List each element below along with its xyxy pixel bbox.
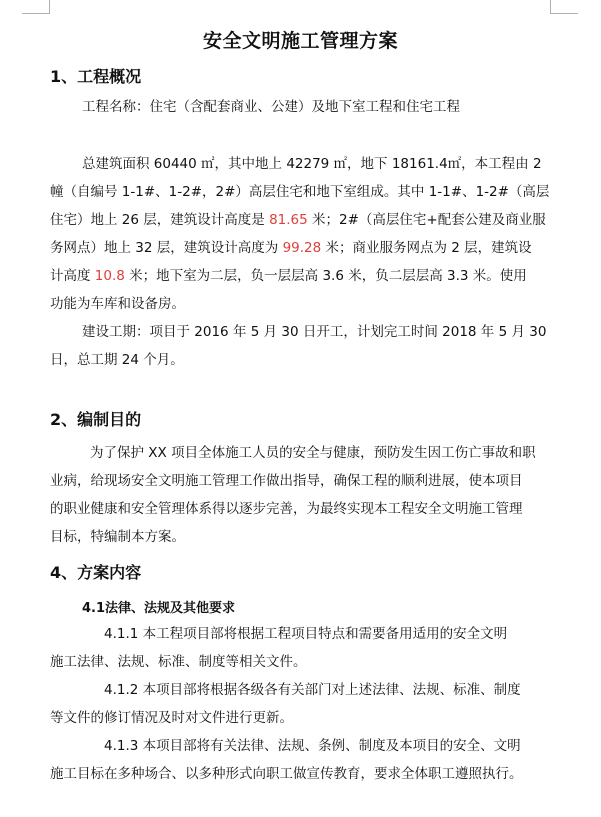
section-4-heading: 4、方案内容 (50, 563, 142, 582)
overview-line-4-b: 米；商业服务网点为 2 层，建筑设 (321, 240, 532, 256)
crop-mark-top-right-v (550, 0, 551, 14)
item-4-1-1-line-2: 施工法律、法规、标准、制度等相关文件。 (50, 654, 307, 670)
height-value-1: 81.65 (269, 212, 308, 228)
overview-line-4-a: 务网点）地上 32 层，建筑设计高度为 (50, 240, 283, 256)
purpose-line-1: 为了保护 XX 项目全体施工人员的安全与健康，预防发生因工伤亡事故和职 (90, 445, 536, 461)
item-4-1-3-line-1: 4.1.3 本项目部将有关法律、法规、条例、制度及本项目的安全、文明 (104, 738, 521, 754)
overview-line-3 (50, 211, 546, 229)
overview-line-5-a: 计高度 (50, 268, 95, 284)
overview-line-3-b: 米；2#（高层住宅+配套公建及商业服 (307, 212, 546, 228)
overview-line-1: 总建筑面积 60440 ㎡，其中地上 42279 ㎡，地下 18161.4㎡，本工程由 2 (82, 156, 542, 172)
overview-line-5-b: 米；地下室为二层，负一层层高 3.6 米，负二层层高 3.3 米。使用 (124, 268, 527, 284)
height-value-3: 10.8 (94, 268, 125, 284)
overview-line-5 (50, 267, 527, 285)
item-4-1-2-line-1: 4.1.2 本项目部将根据各级各有关部门对上述法律、法规、标准、制度 (104, 682, 521, 698)
overview-line-3-a: 住宅）地上 26 层，建筑设计高度是 (50, 212, 270, 228)
crop-mark-top-left-v (49, 0, 50, 14)
overview-line-4 (50, 239, 532, 257)
overview-line-6: 功能为车库和设备房。 (50, 296, 185, 312)
crop-mark-top-left-h (22, 13, 50, 14)
height-value-2: 99.28 (282, 240, 322, 256)
project-name-line: 工程名称：住宅（含配套商业、公建）及地下室工程和住宅工程 (82, 99, 460, 115)
overview-line-2: 幢（自编号 1-1#、1-2#，2#）高层住宅和地下室组成。其中 1-1#、1-2#（高层 (50, 184, 550, 200)
document-title: 安全文明施工管理方案 (202, 30, 398, 52)
subsection-4-1-heading: 4.1法律、法规及其他要求 (82, 601, 236, 616)
item-4-1-3-line-2: 施工目标在多种场合、以多种形式向职工做宣传教育，要求全体职工遵照执行。 (50, 766, 523, 782)
section-1-heading: 1、工程概况 (50, 67, 142, 86)
section-2-heading: 2、编制目的 (50, 410, 142, 429)
purpose-line-2: 业病，给现场安全文明施工管理工作做出指导，确保工程的顺利进展，使本项目 (50, 473, 523, 489)
crop-mark-top-right-h (550, 13, 578, 14)
purpose-line-4: 目标，特编制本方案。 (50, 529, 185, 545)
schedule-line-2: 日，总工期 24 个月。 (50, 352, 184, 368)
item-4-1-1-line-1: 4.1.1 本工程项目部将根据工程项目特点和需要备用适用的安全文明 (104, 626, 508, 642)
item-4-1-2-line-2: 等文件的修订情况及时对文件进行更新。 (50, 710, 293, 726)
schedule-line-1: 建设工期：项目于 2016 年 5 月 30 日开工，计划完工时间 2018 年 5 月 30 (82, 324, 547, 340)
purpose-line-3: 的职业健康和安全管理体系得以逐步完善，为最终实现本工程安全文明施工管理 (50, 501, 523, 517)
